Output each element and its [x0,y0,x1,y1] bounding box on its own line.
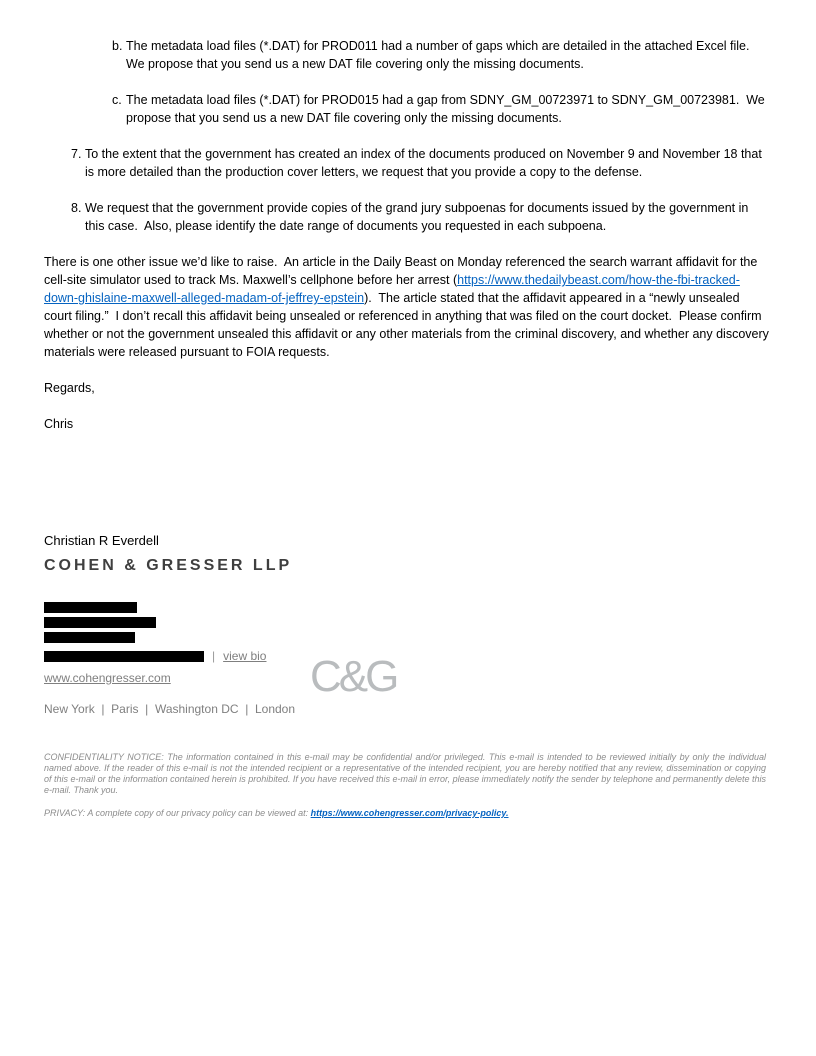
dailybeast-article-link[interactable]: https://www.thedailybeast.com/how-the-fbi-tracked-down-ghislaine-maxwell-alleged-madam-of-jeffrey-epstein [44,273,740,305]
signoff-name: Chris [44,417,74,431]
redacted-contact-line [44,602,137,613]
redacted-contact-line [44,651,204,662]
list-item-marker: c. [112,93,122,107]
list-item-7 [71,145,770,181]
closing-line: Regards, [44,381,95,395]
signature-contact-block [44,602,770,718]
cg-monogram-logo: C&G [310,652,397,701]
paragraph-text-after: ). The article stated that the affidavit appeared in a “newly unsealed court filing.” I don’t recall this affidavit being unsealed or referenced in anything that was filed on the court docket. Please confirm whether or not the government unsealed this affidavit or any other materials from the criminal discovery, and whether any discovery materials were released pursuant to FOIA requests. [44,291,773,359]
pipe-separator: | [212,649,216,663]
signature-full-name: Christian R Everdell [44,533,159,548]
list-item-text: The metadata load files (*.DAT) for PROD015 had a gap from SDNY_GM_00723971 to SDNY_GM_00723981. We propose that you send us a new DAT file covering only the missing documents. [126,93,769,125]
list-item-b [112,37,770,73]
list-item-text: We request that the government provide copies of the grand jury subpoenas for documents issued by the government in this case. Also, please identify the date range of documents you requested in each subpoena. [85,201,752,233]
redacted-contact-line [44,617,156,628]
redacted-contact-line [44,632,135,643]
body-paragraph [44,253,773,361]
website-row [44,669,770,687]
list-item-marker: 8. [71,201,82,215]
website-link[interactable]: www.cohengresser.com [44,671,171,685]
privacy-policy-link[interactable]: https://www.cohengresser.com/privacy-policy. [310,808,509,818]
firm-wordmark: COHEN & GRESSER LLP [44,557,293,574]
list-item-8 [71,199,770,235]
privacy-line [44,808,770,819]
paragraph-text-before: There is one other issue we’d like to raise. An article in the Daily Beast on Monday referenced the search warrant affidavit for the cell-site simulator used to track Ms. Maxwell’s cellphone before her arrest ( [44,255,761,287]
list-item-c [112,91,770,127]
view-bio-link[interactable]: view bio [223,649,267,663]
redacted-email-row [44,647,770,665]
list-item-marker: b. [112,39,123,53]
list-item-text: To the extent that the government has created an index of the documents produced on November 9 and November 18 that is more detailed than the production cover letters, we request that you provide a copy to the defense. [85,147,766,179]
letter-page [44,37,773,819]
list-item-text: The metadata load files (*.DAT) for PROD011 had a number of gaps which are detailed in the attached Excel file. We propose that you send us a new DAT file covering only the missing documents. [126,39,757,71]
offices-line: New York | Paris | Washington DC | London [44,702,296,716]
privacy-prefix: PRIVACY: A complete copy of our privacy policy can be viewed at: [44,808,311,818]
confidentiality-notice: CONFIDENTIALITY NOTICE: The information contained in this e-mail may be confidential and/or privileged. This e-mail is intended to be reviewed initially by only the individual named above. If the reader of this e-mail is not the intended recipient or a representative of the intended recipient, you are hereby notified that any review, dissemination or copying of this e-mail or the information contained herein is prohibited. If you have received this e-mail in error, please immediately notify the sender by telephone and permanently delete this e-mail. Thank you. [44,752,769,795]
list-item-marker: 7. [71,147,82,161]
